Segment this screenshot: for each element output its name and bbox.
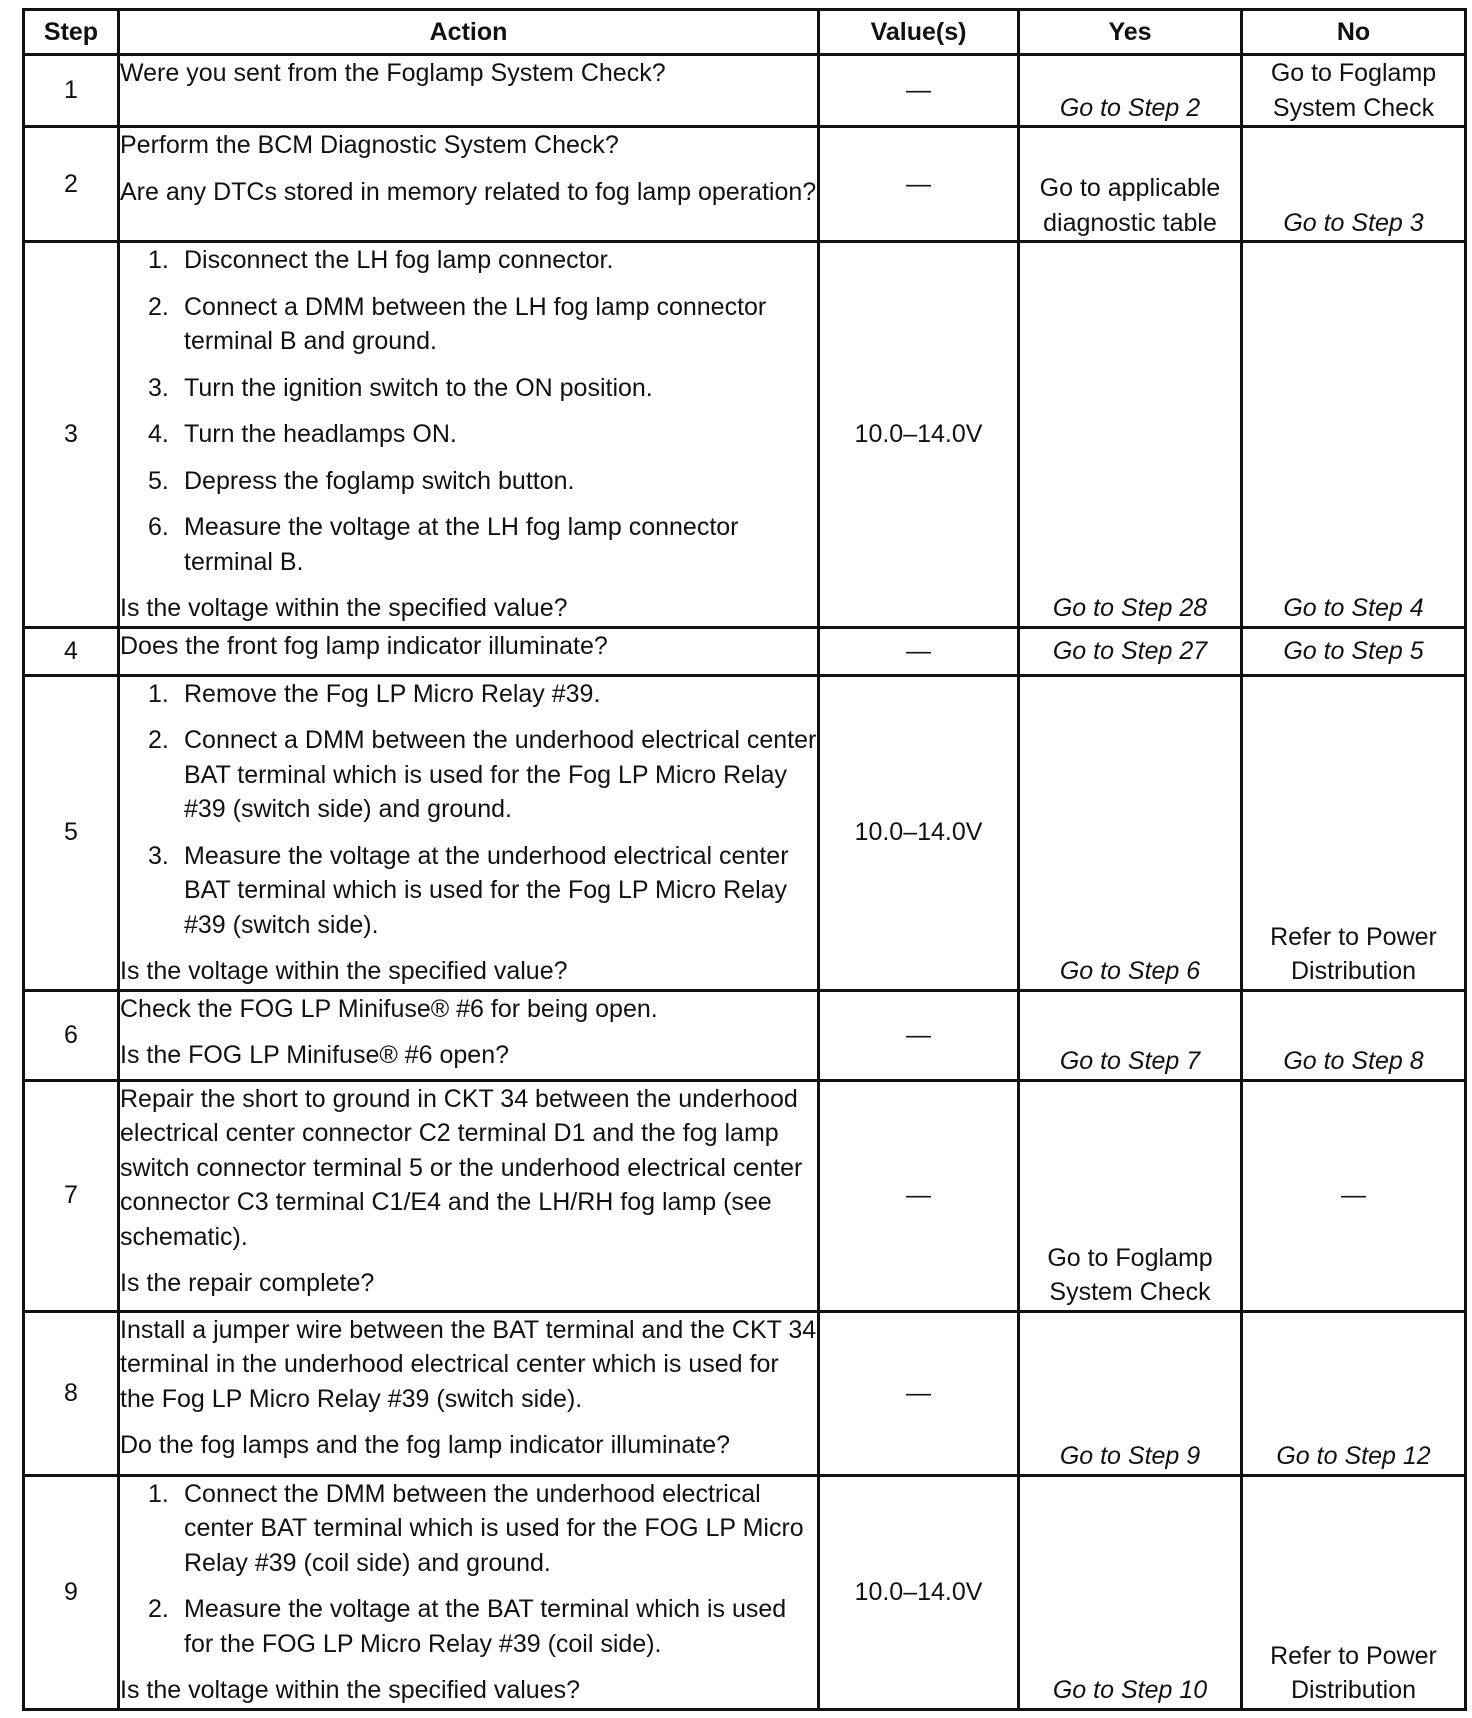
action-question: Are any DTCs stored in memory related to fog lamp operation? — [120, 177, 817, 206]
action-cell — [119, 1475, 819, 1709]
value-cell: — — [819, 627, 1019, 675]
action-text: Perform the BCM Diagnostic System Check? — [120, 131, 619, 159]
header-values: Value(s) — [819, 10, 1019, 55]
list-item: 2. Connect a DMM between the LH fog lamp connector terminal B and ground. — [148, 292, 767, 355]
header-row — [24, 10, 1466, 55]
table-row — [24, 242, 1466, 628]
value-cell: 10.0–14.0V — [819, 1475, 1019, 1709]
value-cell: — — [819, 990, 1019, 1080]
header-yes: Yes — [1019, 10, 1242, 55]
list-item-text: Disconnect the LH fog lamp connector. — [184, 246, 614, 274]
action-cell — [119, 1080, 819, 1311]
list-item-text: Turn the ignition switch to the ON position. — [184, 373, 653, 402]
no-cell: Go to Step 12 — [1242, 1311, 1466, 1475]
action-text: Were you sent from the Foglamp System Check? — [120, 59, 666, 87]
action-cell — [119, 627, 819, 675]
action-cell — [119, 990, 819, 1080]
step-number: 1 — [24, 55, 119, 127]
step-number: 4 — [24, 627, 119, 675]
header-no: No — [1242, 10, 1466, 55]
no-cell: — — [1242, 1080, 1466, 1311]
step-number: 7 — [24, 1080, 119, 1311]
list-item-text: Connect a DMM between the LH fog lamp connector terminal B and ground. — [184, 292, 767, 355]
list-item-text: Measure the voltage at the BAT terminal which is used for the FOG LP Micro Relay #39 (coil side). — [184, 1595, 787, 1658]
list-item-text: Connect the DMM between the underhood electrical center BAT terminal which is used for the FOG LP Micro Relay #39 (coil side) and ground. — [184, 1479, 804, 1577]
step-number: 5 — [24, 675, 119, 990]
value-cell: — — [819, 127, 1019, 242]
table-row — [24, 127, 1466, 242]
list-item-text: Remove the Fog LP Micro Relay #39. — [184, 679, 601, 708]
list-item-text: Turn the headlamps ON. — [184, 420, 457, 448]
action-question: Is the FOG LP Minifuse® #6 open? — [120, 1041, 510, 1069]
value-cell: 10.0–14.0V — [819, 675, 1019, 990]
step-number: 2 — [24, 127, 119, 242]
yes-cell: Go to Step 28 — [1019, 242, 1242, 628]
list-item: 4. Turn the headlamps ON. — [148, 420, 457, 448]
yes-cell: Go to Step 10 — [1019, 1475, 1242, 1709]
step-number: 3 — [24, 242, 119, 628]
header-action: Action — [119, 10, 819, 55]
list-item: 6. Measure the voltage at the LH fog lamp connector terminal B. — [148, 513, 739, 576]
no-cell: Go to Step 5 — [1242, 627, 1466, 675]
table-row — [24, 55, 1466, 127]
table-row — [24, 1311, 1466, 1475]
value-cell: — — [819, 1311, 1019, 1475]
value-cell: — — [819, 1080, 1019, 1311]
no-cell: Go to Foglamp System Check — [1242, 55, 1466, 127]
list-item: 3. Measure the voltage at the underhood electrical center BAT terminal which is used for the Fog LP Micro Relay #39 (switch side). — [148, 841, 789, 939]
action-text: Does the front fog lamp indicator illuminate? — [120, 631, 608, 660]
action-question: Is the voltage within the specified value? — [120, 957, 568, 985]
action-cell — [119, 127, 819, 242]
action-steps-list — [120, 243, 817, 579]
table-row — [24, 627, 1466, 675]
value-cell: — — [819, 55, 1019, 127]
list-item-text: Connect a DMM between the underhood electrical center BAT terminal which is used for the Fog LP Micro Relay #39 (switch side) and ground. — [184, 726, 817, 823]
action-text: Install a jumper wire between the BAT terminal and the CKT 34 terminal in the underhood electrical center which is used for the Fog LP Micro Relay #39 (switch side). — [120, 1315, 817, 1413]
step-number: 9 — [24, 1475, 119, 1709]
yes-cell: Go to Step 6 — [1019, 675, 1242, 990]
header-step: Step — [24, 10, 119, 55]
no-cell: Go to Step 4 — [1242, 242, 1466, 628]
list-item: 2. Measure the voltage at the BAT terminal which is used for the FOG LP Micro Relay #39 (coil side). — [148, 1595, 787, 1658]
action-question: Is the repair complete? — [120, 1269, 375, 1297]
no-cell: Refer to Power Distribution — [1242, 1475, 1466, 1709]
action-text: Check the FOG LP Minifuse® #6 for being open. — [120, 994, 658, 1023]
list-item-text: Measure the voltage at the underhood electrical center BAT terminal which is used for the Fog LP Micro Relay #39 (switch side). — [184, 841, 789, 939]
list-item: 1. Remove the Fog LP Micro Relay #39. — [148, 679, 601, 708]
yes-cell: Go to Step 27 — [1019, 627, 1242, 675]
list-item-text: Measure the voltage at the LH fog lamp connector terminal B. — [184, 513, 739, 576]
table-row — [24, 1475, 1466, 1709]
table-row — [24, 675, 1466, 990]
no-cell: Go to Step 8 — [1242, 990, 1466, 1080]
yes-cell: Go to Foglamp System Check — [1019, 1080, 1242, 1311]
yes-cell: Go to applicable diagnostic table — [1019, 127, 1242, 242]
yes-cell: Go to Step 2 — [1019, 55, 1242, 127]
table-row — [24, 1080, 1466, 1311]
step-number: 6 — [24, 990, 119, 1080]
list-item: 1. Disconnect the LH fog lamp connector. — [148, 246, 614, 274]
list-item: 3. Turn the ignition switch to the ON position. — [148, 373, 653, 402]
action-cell — [119, 675, 819, 990]
action-steps-list — [120, 1477, 817, 1662]
action-cell — [119, 1311, 819, 1475]
list-item: 2. Connect a DMM between the underhood electrical center BAT terminal which is used for the Fog LP Micro Relay #39 (switch side) and ground. — [148, 726, 817, 823]
table-row — [24, 990, 1466, 1080]
yes-cell: Go to Step 9 — [1019, 1311, 1242, 1475]
action-question: Is the voltage within the specified values? — [120, 1676, 580, 1704]
step-number: 8 — [24, 1311, 119, 1475]
list-item: 1. Connect the DMM between the underhood electrical center BAT terminal which is used for the FOG LP Micro Relay #39 (coil side) and ground. — [148, 1479, 804, 1577]
action-question: Do the fog lamps and the fog lamp indicator illuminate? — [120, 1431, 731, 1459]
action-steps-list — [120, 677, 817, 943]
yes-cell: Go to Step 7 — [1019, 990, 1242, 1080]
diagnostic-table — [22, 8, 1467, 1711]
action-question: Is the voltage within the specified value? — [120, 594, 568, 622]
value-cell: 10.0–14.0V — [819, 242, 1019, 628]
action-cell — [119, 55, 819, 127]
action-cell — [119, 242, 819, 628]
no-cell: Refer to Power Distribution — [1242, 675, 1466, 990]
action-text: Repair the short to ground in CKT 34 between the underhood electrical center connector C2 terminal D1 and the fog lamp switch connector terminal 5 or the underhood electrical center connector C3 terminal C1/E4 and the LH/RH fog lamp (see schematic). — [120, 1084, 803, 1251]
list-item-text: Depress the foglamp switch button. — [184, 466, 575, 495]
no-cell: Go to Step 3 — [1242, 127, 1466, 242]
list-item: 5. Depress the foglamp switch button. — [148, 466, 575, 495]
